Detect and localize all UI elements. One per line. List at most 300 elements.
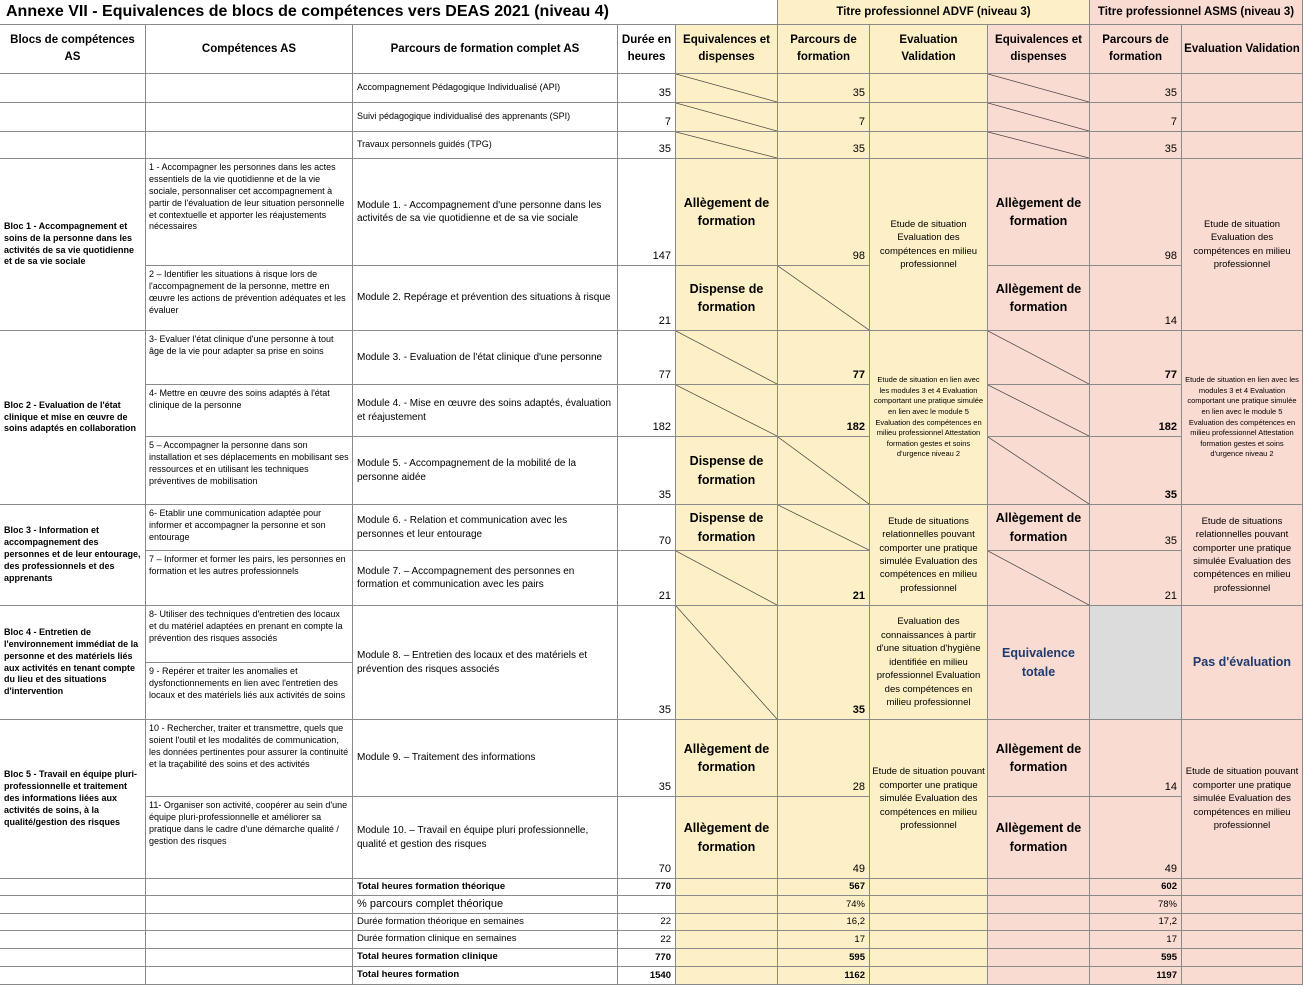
asms-parcours-3-text: 77 [1164, 369, 1177, 382]
advf-equiv-10-text: Allègement de formation [683, 821, 770, 854]
intro-duree-text: 35 [658, 143, 671, 156]
advf-equiv-1-text: Allègement de formation [683, 195, 770, 228]
col-competences-text: Compétences AS [201, 42, 297, 55]
asms-equiv-slash [988, 331, 1090, 385]
asms-parcours-8-grey [1090, 606, 1182, 720]
advf-intro-hours [778, 103, 870, 132]
advf-group-header-text: Titre professionnel ADVF (niveau 3) [836, 5, 1031, 18]
asms-eval-b1-text: Etude de situation Evaluation des compétences en milieu professionnel [1193, 218, 1291, 270]
total-label-text: % parcours complet théorique [357, 898, 504, 911]
advf-equiv-slash [676, 103, 778, 132]
competence-3 [146, 331, 353, 385]
advf-equiv-slash [676, 385, 778, 437]
intro-duree-text: 35 [658, 87, 671, 100]
empty-cell [676, 931, 778, 949]
module-9-duree [618, 720, 676, 797]
advf-equiv-9 [676, 720, 778, 797]
col-blocs-text: Blocs de compétences AS [10, 34, 135, 63]
competence-8 [146, 606, 352, 663]
col-asms-eval-text: Evaluation Validation [1184, 42, 1300, 55]
advf-equiv-6-text: Dispense de formation [689, 511, 764, 544]
advf-parcours-8 [778, 606, 870, 720]
advf-intro-hours-text: 35 [852, 87, 865, 100]
asms-parcours-2 [1090, 266, 1182, 331]
total-as [618, 967, 676, 985]
advf-equiv-2 [676, 266, 778, 331]
asms-equiv-9-text: Allègement de formation [995, 741, 1082, 774]
intro-label-text: Suivi pédagogique individualisé des apprenants (SPI) [357, 111, 571, 122]
asms-eval-b3 [1182, 505, 1303, 606]
col-duree [618, 25, 676, 74]
module-7-text: Module 7. – Accompagnement des personnes en formation et communication avec les pairs [357, 565, 575, 590]
empty-cell [676, 914, 778, 931]
module-3 [353, 331, 618, 385]
module-8-text: Module 8. – Entretien des locaux et des matériels et prévention des risques associés [357, 650, 588, 675]
asms-eval-b2 [1182, 331, 1303, 505]
asms-parcours-9 [1090, 720, 1182, 797]
intro-label-text: Travaux personnels guidés (TPG) [357, 139, 492, 150]
total-advf [778, 931, 870, 949]
empty-cell [1182, 74, 1303, 103]
empty-cell [870, 931, 988, 949]
total-asms-text: 1197 [1156, 970, 1177, 982]
empty-cell [0, 931, 146, 949]
total-advf [778, 914, 870, 931]
module-8 [353, 606, 618, 720]
advf-parcours-9-text: 28 [852, 781, 865, 794]
total-advf-text: 1162 [844, 970, 865, 982]
asms-parcours-1-text: 98 [1164, 250, 1177, 263]
total-advf [778, 879, 870, 896]
empty-cell [0, 896, 146, 914]
asms-equiv-6-text: Allègement de formation [995, 511, 1082, 544]
competence-6 [146, 505, 353, 551]
empty-cell [870, 132, 988, 159]
total-asms-text: 78% [1157, 899, 1177, 911]
col-asms-eval [1182, 25, 1303, 74]
advf-parcours-7-text: 21 [852, 590, 865, 603]
asms-eval-b3-text: Etude de situations relationnelles pouvant comporter une pratique simulée Evaluation des compétences en milieu professionnel [1192, 515, 1292, 594]
advf-intro-hours-text: 7 [858, 116, 865, 129]
competence-1 [146, 159, 353, 266]
empty-cell [0, 967, 146, 985]
asms-equiv-2 [988, 266, 1090, 331]
advf-equiv-2-text: Dispense de formation [689, 281, 764, 314]
asms-parcours-10-text: 49 [1164, 863, 1177, 876]
advf-eval-b4-text: Evaluation des connaissances à partir d'une situation d'hygiène identifiée en milieu professionnel Evaluation des compétences en milieu professionnel [876, 616, 981, 709]
empty-cell [988, 949, 1090, 967]
total-asms [1090, 949, 1182, 967]
empty-cell [146, 74, 353, 103]
total-as [618, 896, 676, 914]
advf-eval-b5-text: Etude de situation pouvant comporter une pratique simulée Evaluation des compétences en milieu professionnel [872, 766, 985, 832]
advf-equiv-slash [676, 331, 778, 385]
bloc-5-label [0, 720, 146, 879]
competence-4-text: 4- Mettre en œuvre des soins adaptés à l'état clinique de la personne [149, 388, 330, 410]
intro-duree [618, 74, 676, 103]
total-label-text: Durée formation théorique en semaines [357, 915, 524, 927]
asms-parcours-2-text: 14 [1164, 315, 1177, 328]
col-asms-parcours-text: Parcours de formation [1102, 34, 1169, 63]
empty-cell [1182, 914, 1303, 931]
asms-group-header [1090, 0, 1303, 25]
module-5-duree-text: 35 [658, 489, 671, 502]
asms-parcours-3 [1090, 331, 1182, 385]
empty-cell [676, 949, 778, 967]
asms-parcours-7 [1090, 551, 1182, 606]
empty-cell [1182, 896, 1303, 914]
total-as-text: 770 [655, 952, 671, 964]
col-advf-eval-text: Evaluation Validation [899, 34, 958, 63]
intro-label-text: Accompagnement Pédagogique Individualisé (API) [357, 82, 561, 93]
advf-equiv-6 [676, 505, 778, 551]
competence-2-text: 2 – Identifier les situations à risque lors de l'accompagnement de la personne, mettre en œuvre les actions de prévention adéquates et les évaluer [149, 269, 346, 315]
asms-equiv-10-text: Allègement de formation [995, 821, 1082, 854]
intro-duree [618, 103, 676, 132]
asms-intro-hours [1090, 103, 1182, 132]
bloc-2-label [0, 331, 146, 505]
module-7-duree [618, 551, 676, 606]
advf-parcours-slash [778, 437, 870, 505]
total-asms [1090, 914, 1182, 931]
competence-10 [146, 720, 353, 797]
bloc-3-label-text: Bloc 3 - Information et accompagnement des personnes et de leur entourage, des professionnels et des apprenants [4, 525, 141, 583]
module-10-text: Module 10. – Travail en équipe pluri professionnelle, qualité et gestion des risques [357, 825, 589, 850]
empty-cell [676, 967, 778, 985]
total-label [353, 914, 618, 931]
total-as-text: 1540 [649, 970, 671, 982]
total-label-text: Total heures formation clinique [357, 951, 498, 963]
asms-equiv-8 [988, 606, 1090, 720]
module-6-duree-text: 70 [658, 535, 671, 548]
competence-10-text: 10 - Rechercher, traiter et transmettre, quels que soient l'outil et les modalités de communication, les données pertinentes pour assurer la continuité et la traçabilité des soins et des activités [149, 723, 349, 769]
advf-eval-b1 [870, 159, 988, 331]
module-2-duree [618, 266, 676, 331]
empty-cell [146, 896, 353, 914]
module-10-duree-text: 70 [658, 863, 671, 876]
module-5 [353, 437, 618, 505]
module-4-duree-text: 182 [652, 421, 671, 434]
competence-6-text: 6- Etablir une communication adaptée pour informer et accompagner la personne et son entourage [149, 508, 326, 542]
total-asms [1090, 931, 1182, 949]
asms-group-header-text: Titre professionnel ASMS (niveau 3) [1097, 5, 1295, 18]
advf-parcours-slash [778, 505, 870, 551]
advf-group-header [778, 0, 1090, 25]
advf-parcours-7 [778, 551, 870, 606]
empty-cell [1182, 132, 1303, 159]
total-asms [1090, 967, 1182, 985]
module-7-duree-text: 21 [658, 590, 671, 603]
empty-cell [988, 879, 1090, 896]
empty-cell [1182, 967, 1303, 985]
total-advf [778, 896, 870, 914]
competence-1-text: 1 - Accompagner les personnes dans les actes essentiels de la vie quotidienne et de la vie sociale, personnaliser cet accompagnement à partir de l'évaluation de leur situation personnelle et contextuelle et apporter les réajustements nécessaires [149, 162, 345, 232]
total-advf-text: 17 [854, 934, 865, 946]
module-6-duree [618, 505, 676, 551]
advf-equiv-slash [676, 132, 778, 159]
total-asms [1090, 896, 1182, 914]
total-as [618, 949, 676, 967]
total-advf-text: 16,2 [846, 916, 865, 928]
empty-cell [870, 879, 988, 896]
empty-cell [146, 103, 353, 132]
total-label-text: Total heures formation [357, 969, 460, 981]
advf-eval-b4 [870, 606, 988, 720]
advf-parcours-10-text: 49 [852, 863, 865, 876]
col-advf-equiv-text: Equivalences et dispenses [683, 34, 770, 63]
competence-9-text: 9 - Repérer et traiter les anomalies et dysfonctionnements en lien avec l'entretien des locaux et des matériels liés aux activités de soins [149, 666, 346, 700]
module-2-text: Module 2. Repérage et prévention des situations à risque [357, 292, 611, 304]
col-advf-eval [870, 25, 988, 74]
module-10 [353, 797, 618, 879]
advf-eval-b5 [870, 720, 988, 879]
advf-parcours-3-text: 77 [852, 369, 865, 382]
advf-parcours-4-text: 182 [846, 421, 865, 434]
empty-cell [676, 879, 778, 896]
competence-3-text: 3- Evaluer l'état clinique d'une personne à tout âge de la vie pour adapter sa prise en soins [149, 334, 334, 356]
total-asms-text: 17 [1166, 934, 1177, 946]
module-2 [353, 266, 618, 331]
intro-duree [618, 132, 676, 159]
empty-cell [146, 967, 353, 985]
col-advf-parcours-text: Parcours de formation [790, 34, 857, 63]
competence-2 [146, 266, 353, 331]
asms-equiv-slash [988, 551, 1090, 606]
intro-duree-text: 7 [664, 116, 671, 129]
empty-cell [146, 931, 353, 949]
asms-intro-hours-text: 7 [1170, 116, 1177, 129]
bloc-3-label [0, 505, 146, 606]
total-asms-text: 595 [1161, 952, 1177, 964]
asms-parcours-5 [1090, 437, 1182, 505]
module-1-duree [618, 159, 676, 266]
empty-cell [988, 931, 1090, 949]
asms-equiv-slash [988, 437, 1090, 505]
module-3-duree [618, 331, 676, 385]
module-4 [353, 385, 618, 437]
asms-eval-b1 [1182, 159, 1303, 331]
empty-cell [870, 967, 988, 985]
empty-cell [870, 914, 988, 931]
asms-equiv-1 [988, 159, 1090, 266]
advf-equiv-9-text: Allègement de formation [683, 741, 770, 774]
total-label [353, 896, 618, 914]
competence-11 [146, 797, 353, 879]
empty-cell [146, 132, 353, 159]
competence-5-text: 5 – Accompagner la personne dans son installation et ses déplacements en mobilisant ses ressources et en utilisant les techniques préventives de mobilisation [149, 440, 349, 486]
col-asms-equiv [988, 25, 1090, 74]
module-7 [353, 551, 618, 606]
total-as [618, 914, 676, 931]
col-blocs [0, 25, 146, 74]
empty-cell [146, 949, 353, 967]
col-asms-equiv-text: Equivalences et dispenses [995, 34, 1082, 63]
advf-parcours-1 [778, 159, 870, 266]
asms-equiv-8-text: Equivalence totale [1002, 646, 1075, 679]
advf-parcours-8-text: 35 [852, 704, 865, 717]
total-advf [778, 949, 870, 967]
module-9 [353, 720, 618, 797]
bloc-1-label [0, 159, 146, 331]
empty-cell [146, 879, 353, 896]
empty-cell [870, 103, 988, 132]
advf-equiv-5-text: Dispense de formation [689, 454, 764, 487]
advf-eval-b2 [870, 331, 988, 505]
asms-equiv-9 [988, 720, 1090, 797]
asms-equiv-slash [988, 103, 1090, 132]
module-4-text: Module 4. - Mise en œuvre des soins adaptés, évaluation et réajustement [357, 398, 612, 423]
asms-parcours-10 [1090, 797, 1182, 879]
total-label-text: Total heures formation théorique [357, 880, 506, 892]
advf-parcours-slash [778, 266, 870, 331]
asms-eval-b5 [1182, 720, 1303, 879]
competence-8-text: 8- Utiliser des techniques d'entretien des locaux et du matériel adaptées en prenant en compte la prévention des risques associés [149, 609, 343, 643]
advf-eval-b1-text: Etude de situation Evaluation des compétences en milieu professionnel [879, 218, 978, 270]
empty-cell [0, 949, 146, 967]
module-6-text: Module 6. - Relation et communication avec les personnes et leur entourage [357, 515, 568, 540]
total-asms-text: 602 [1161, 881, 1177, 893]
module-6 [353, 505, 618, 551]
asms-parcours-6-text: 35 [1164, 535, 1177, 548]
competence-4 [146, 385, 353, 437]
asms-intro-hours [1090, 74, 1182, 103]
empty-cell [0, 914, 146, 931]
bloc-4-label-text: Bloc 4 - Entretien de l'environnement immédiat de la personne et des matériels liés aux activités en tenant compte du lieu et des situations d'intervention [4, 626, 139, 697]
empty-cell [870, 74, 988, 103]
empty-cell [988, 896, 1090, 914]
total-advf-text: 74% [845, 899, 865, 911]
module-9-duree-text: 35 [658, 781, 671, 794]
sheet-title-text: Annexe VII - Equivalences de blocs de compétences vers DEAS 2021 (niveau 4) [6, 3, 609, 21]
col-advf-equiv [676, 25, 778, 74]
competence-7 [146, 551, 353, 606]
competences-bloc4 [146, 606, 353, 720]
bloc-2-label-text: Bloc 2 - Evaluation de l'état clinique et mise en œuvre de soins adaptés en collaboration [4, 399, 137, 434]
total-as-text: 22 [660, 916, 671, 928]
module-3-text: Module 3. - Evaluation de l'état clinique d'une personne [357, 351, 603, 363]
asms-equiv-1-text: Allègement de formation [995, 195, 1082, 228]
empty-cell [1182, 931, 1303, 949]
asms-parcours-4 [1090, 385, 1182, 437]
intro-label [353, 132, 618, 159]
advf-equiv-5 [676, 437, 778, 505]
asms-intro-hours-text: 35 [1164, 143, 1177, 156]
total-label [353, 879, 618, 896]
advf-eval-b3-text: Etude de situations relationnelles pouvant comporter une pratique simulée Evaluation des compétences en milieu professionnel [879, 515, 978, 594]
module-3-duree-text: 77 [658, 369, 671, 382]
empty-cell [0, 74, 146, 103]
module-9-text: Module 9. – Traitement des informations [357, 752, 536, 764]
asms-equiv-slash [988, 385, 1090, 437]
bloc-4-label [0, 606, 146, 720]
module-10-duree [618, 797, 676, 879]
empty-cell [870, 949, 988, 967]
asms-equiv-slash [988, 74, 1090, 103]
advf-equiv-10 [676, 797, 778, 879]
asms-intro-hours [1090, 132, 1182, 159]
competence-9 [146, 663, 352, 719]
total-as [618, 931, 676, 949]
asms-parcours-1 [1090, 159, 1182, 266]
total-advf [778, 967, 870, 985]
total-label [353, 949, 618, 967]
advf-parcours-3 [778, 331, 870, 385]
empty-cell [1182, 103, 1303, 132]
asms-parcours-7-text: 21 [1164, 590, 1177, 603]
advf-eval-b3 [870, 505, 988, 606]
module-8-duree-text: 35 [658, 704, 671, 717]
asms-eval-b5-text: Etude de situation pouvant comporter une pratique simulée Evaluation des compétences en milieu professionnel [1185, 766, 1299, 832]
empty-cell [1182, 879, 1303, 896]
empty-cell [0, 103, 146, 132]
total-asms-text: 17,2 [1158, 916, 1177, 928]
bloc-5-label-text: Bloc 5 - Travail en équipe pluri-professionnelle et traitement des informations liées aux activités de soins, à la qualité/gestion des risques [4, 769, 138, 827]
module-4-duree [618, 385, 676, 437]
advf-parcours-4 [778, 385, 870, 437]
total-label-text: Durée formation clinique en semaines [357, 933, 517, 945]
total-as [618, 879, 676, 896]
empty-cell [146, 914, 353, 931]
asms-parcours-5-text: 35 [1164, 489, 1177, 502]
module-5-text: Module 5. - Accompagnement de la mobilité de la personne aidée [357, 458, 577, 483]
total-label [353, 931, 618, 949]
advf-equiv-slash [676, 74, 778, 103]
asms-equiv-2-text: Allègement de formation [995, 281, 1082, 314]
empty-cell [676, 896, 778, 914]
advf-parcours-9 [778, 720, 870, 797]
total-asms [1090, 879, 1182, 896]
empty-cell [0, 132, 146, 159]
asms-equiv-10 [988, 797, 1090, 879]
sheet-title [0, 0, 778, 25]
col-parcours-as [353, 25, 618, 74]
bloc-1-label-text: Bloc 1 - Accompagnement et soins de la personne dans les activités de sa vie quotidienne et de sa vie sociale [4, 220, 135, 267]
intro-label [353, 103, 618, 132]
col-parcours-as-text: Parcours de formation complet AS [390, 42, 580, 55]
empty-cell [870, 896, 988, 914]
total-label [353, 967, 618, 985]
competence-7-text: 7 – Informer et former les pairs, les personnes en formation et les autres professionnels [149, 554, 346, 576]
col-competences [146, 25, 353, 74]
intro-label [353, 74, 618, 103]
module-1 [353, 159, 618, 266]
col-advf-parcours [778, 25, 870, 74]
empty-cell [0, 879, 146, 896]
competence-5 [146, 437, 353, 505]
asms-eval-b4-text: Pas d'évaluation [1192, 655, 1292, 670]
asms-intro-hours-text: 35 [1164, 87, 1177, 100]
col-asms-parcours [1090, 25, 1182, 74]
asms-equiv-6 [988, 505, 1090, 551]
competence-11-text: 11- Organiser son activité, coopérer au sein d'une équipe pluri-professionnelle et améliorer sa pratique dans le cadre d'une démarche qualité / gestion des risques [149, 800, 348, 846]
total-advf-text: 567 [849, 881, 865, 893]
asms-parcours-4-text: 182 [1158, 421, 1177, 434]
advf-parcours-1-text: 98 [852, 250, 865, 263]
module-1-text: Module 1. - Accompagnement d'une personne dans les activités de sa vie quotidienne et de sa vie sociale [357, 199, 602, 224]
col-duree-text: Durée en heures [621, 34, 672, 63]
advf-parcours-10 [778, 797, 870, 879]
advf-equiv-1 [676, 159, 778, 266]
asms-parcours-6 [1090, 505, 1182, 551]
advf-eval-b2-text: Etude de situation en lien avec les modules 3 et 4 Evaluation comportant une pratique simulée en lien avec le module 5 Evaluation des compétences en milieu professionnel Attestation formation gestes et soins d'urgence niveau 2 [873, 374, 984, 459]
total-advf-text: 595 [849, 952, 865, 964]
advf-intro-hours-text: 35 [852, 143, 865, 156]
advf-equiv-slash [676, 606, 778, 720]
module-1-duree-text: 147 [652, 250, 671, 263]
asms-eval-b4 [1182, 606, 1303, 720]
advf-equiv-slash [676, 551, 778, 606]
empty-cell [988, 914, 1090, 931]
